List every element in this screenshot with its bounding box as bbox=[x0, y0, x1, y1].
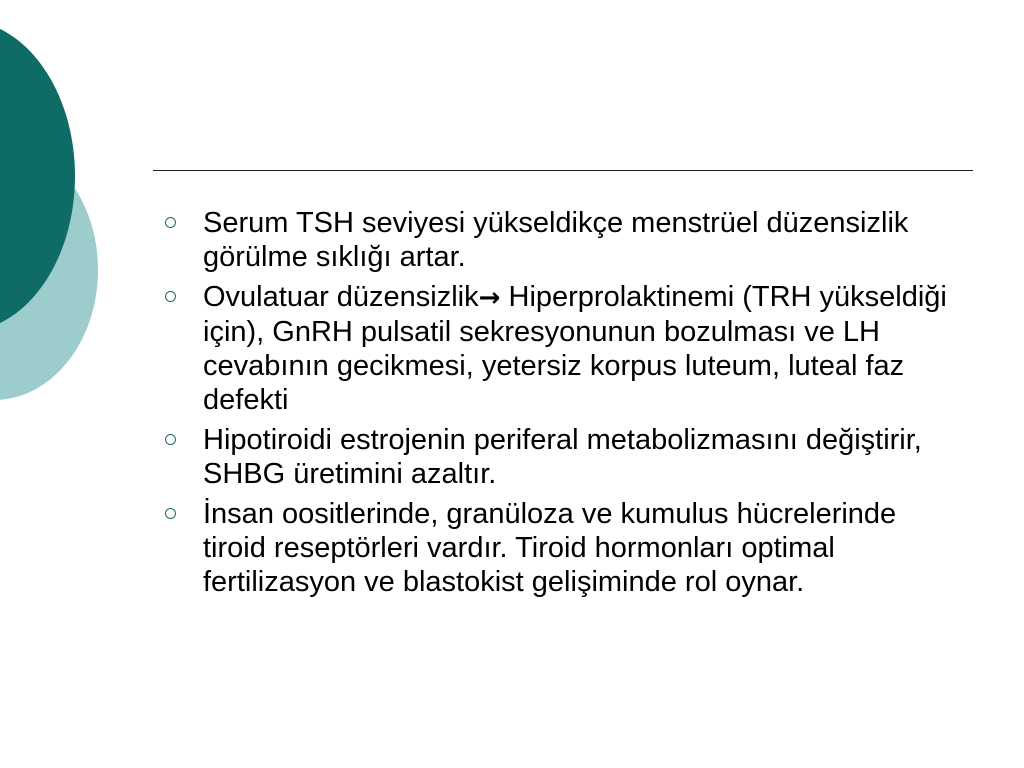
bullet-list bbox=[163, 206, 963, 605]
title-divider-line bbox=[153, 170, 973, 171]
circle-bullet-icon bbox=[165, 434, 176, 445]
bullet-item bbox=[163, 206, 963, 274]
circle-bullet-icon bbox=[165, 291, 176, 302]
bullet-item bbox=[163, 280, 963, 417]
bullet-text: İnsan oositlerinde, granüloza ve kumulus hücrelerinde tiroid reseptörleri vardır. Tiroid hormonları optimal fertilizasyon ve blastokist gelişiminde rol oynar. bbox=[203, 498, 897, 598]
bullet-text-after-arrow: Hiperprolaktinemi (TRH yükseldiği için), GnRH pulsatil sekresyonunun bozulması ve LH cevabının gecikmesi, yetersiz korpus luteum, luteal faz defekti bbox=[203, 281, 947, 416]
circle-bullet-icon bbox=[165, 508, 176, 519]
circle-bullet-icon bbox=[165, 217, 176, 228]
bullet-text: Hipotiroidi estrojenin periferal metabolizmasını değiştirir, SHBG üretimini azaltır. bbox=[203, 424, 922, 490]
bullet-text-before-arrow: Ovulatuar düzensizlik bbox=[203, 281, 479, 313]
bullet-text: Serum TSH seviyesi yükseldikçe menstrüel düzensizlik görülme sıklığı artar. bbox=[203, 207, 909, 273]
bullet-item bbox=[163, 423, 963, 491]
right-arrow-icon: → bbox=[478, 283, 501, 313]
bullet-item bbox=[163, 497, 963, 599]
